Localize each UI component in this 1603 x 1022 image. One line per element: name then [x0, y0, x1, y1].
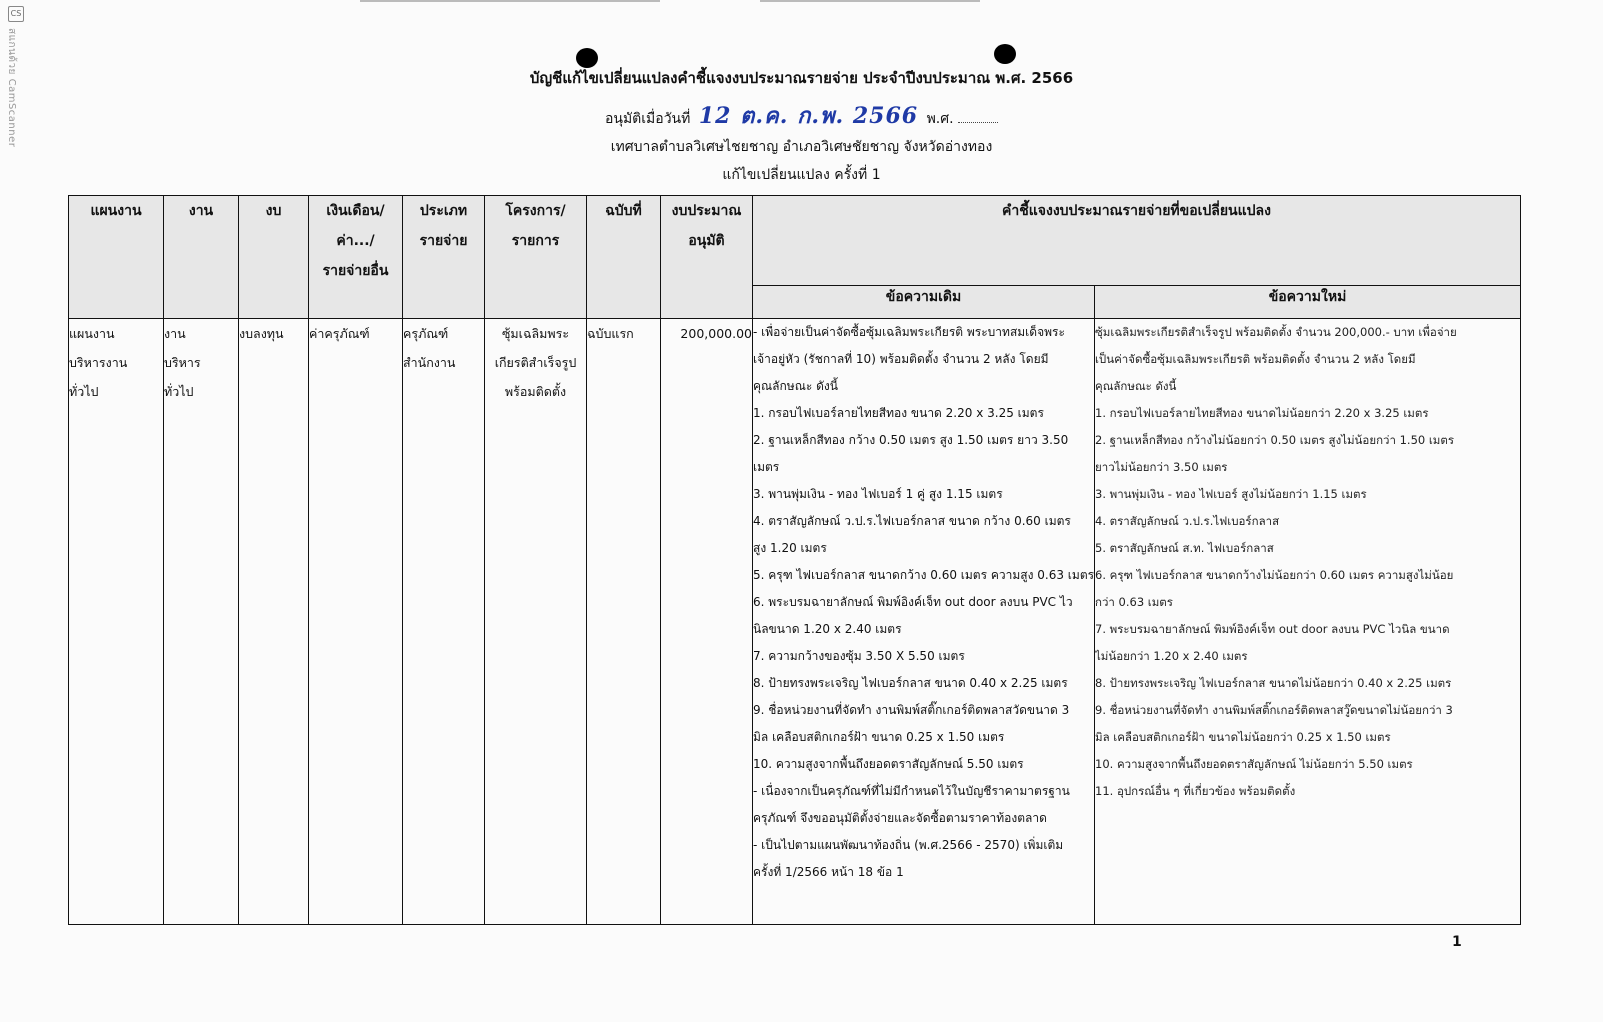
dotted-line [958, 122, 998, 123]
description-line: 1. กรอบไฟเบอร์ลายไทยสีทอง ขนาด 2.20 x 3.25 เมตร [753, 406, 1044, 420]
description-line: 5. ครุฑ ไฟเบอร์กลาส ขนาดกว้าง 0.60 เมตร ความสูง 0.63 เมตร [753, 568, 1094, 582]
description-line: - เนื่องจากเป็นครุภัณฑ์ที่ไม่มีกำหนดไว้ในบัญชีราคามาตรฐาน [753, 784, 1070, 798]
header-old-text: ข้อความเดิม [753, 286, 1095, 319]
description-line: ครุภัณฑ์ จึงขออนุมัติตั้งจ่ายและจัดซื้อตามราคาท้องตลาด [753, 811, 1047, 825]
description-line: 7. ความกว้างของซุ้ม 3.50 X 5.50 เมตร [753, 649, 965, 663]
budget-change-table [68, 195, 1521, 925]
description-line: ซุ้มเฉลิมพระเกียรติสำเร็จรูป พร้อมติดตั้ง จำนวน 200,000.- บาท เพื่อจ่าย [1095, 325, 1457, 339]
approval-line [0, 98, 1603, 133]
description-line: 10. ความสูงจากพื้นถึงยอดตราสัญลักษณ์ 5.50 เมตร [753, 757, 1024, 771]
page-number: 1 [1452, 934, 1462, 950]
description-line: 5. ตราสัญลักษณ์ ส.ท. ไฟเบอร์กลาส [1095, 541, 1274, 555]
header-expense-type: ประเภท รายจ่าย [403, 196, 485, 319]
description-line: 4. ตราสัญลักษณ์ ว.ป.ร.ไฟเบอร์กลาส [1095, 514, 1280, 528]
cell-project: ซุ้มเฉลิมพระ เกียรติสำเร็จรูป พร้อมติดตั้ง [485, 319, 587, 925]
description-line: นิลขนาด 1.20 x 2.40 เมตร [753, 622, 902, 636]
punch-hole [576, 48, 598, 68]
cell-expense-type: ครุภัณฑ์ สำนักงาน [403, 319, 485, 925]
approve-label: อนุมัติเมื่อวันที่ [604, 111, 691, 127]
description-line: สูง 1.20 เมตร [753, 541, 827, 555]
header-budget: งบ [239, 196, 309, 319]
header-work: งาน [164, 196, 239, 319]
description-line: เมตร [753, 460, 780, 474]
description-line: คุณลักษณะ ดังนี้ [1095, 379, 1177, 393]
description-line: 9. ชื่อหน่วยงานที่จัดทำ งานพิมพ์สติ๊กเกอร์ติดพลาสวู๊ดขนาดไม่น้อยกว่า 3 [1095, 703, 1453, 717]
scan-edge-mark [760, 0, 980, 2]
description-line: มิล เคลือบสติกเกอร์ฝ้า ขนาดไม่น้อยกว่า 0.25 x 1.50 เมตร [1095, 730, 1391, 744]
cell-version: ฉบับแรก [587, 319, 661, 925]
cell-work: งาน บริหาร ทั่วไป [164, 319, 239, 925]
old-text-lines [753, 319, 1094, 886]
camscanner-logo: CS [8, 6, 24, 22]
description-line: - เป็นไปตามแผนพัฒนาท้องถิ่น (พ.ศ.2566 - 2570) เพิ่มเติม [753, 838, 1064, 852]
punch-hole [994, 44, 1016, 64]
description-line: 2. ฐานเหล็กสีทอง กว้าง 0.50 เมตร สูง 1.50 เมตร ยาว 3.50 [753, 433, 1069, 447]
cell-old-text [753, 319, 1095, 925]
description-line: 3. พานพุ่มเงิน - ทอง ไฟเบอร์ สูงไม่น้อยกว่า 1.15 เมตร [1095, 487, 1367, 501]
scan-edge-mark [360, 0, 660, 2]
description-line: มิล เคลือบสติกเกอร์ฝ้า ขนาด 0.25 x 1.50 เมตร [753, 730, 1005, 744]
description-line: 7. พระบรมฉายาลักษณ์ พิมพ์อิงค์เจ็ท out door ลงบน PVC ไวนิล ขนาด [1095, 622, 1450, 636]
cell-budget: งบลงทุน [239, 319, 309, 925]
approve-suffix: พ.ศ. [926, 111, 954, 127]
header-new-text: ข้อความใหม่ [1095, 286, 1521, 319]
approve-date-handwritten: 12 ต.ค. ก.พ. 2566 [698, 103, 919, 129]
header-project: โครงการ/ รายการ [485, 196, 587, 319]
description-line: 8. ป้ายทรงพระเจริญ ไฟเบอร์กลาส ขนาด 0.40 x 2.25 เมตร [753, 676, 1068, 690]
description-line: 2. ฐานเหล็กสีทอง กว้างไม่น้อยกว่า 0.50 เมตร สูงไม่น้อยกว่า 1.50 เมตร [1095, 433, 1455, 447]
cell-plan: แผนงาน บริหารงาน ทั่วไป [69, 319, 164, 925]
organization-name: เทศบาลตำบลวิเศษไชยชาญ อำเภอวิเศษชัยชาญ จังหวัดอ่างทอง [610, 139, 993, 155]
description-line: 3. พานพุ่มเงิน - ทอง ไฟเบอร์ 1 คู่ สูง 1.15 เมตร [753, 487, 1003, 501]
description-line: 6. ครุฑ ไฟเบอร์กลาส ขนาดกว้างไม่น้อยกว่า 0.60 เมตร ความสูงไม่น้อย [1095, 568, 1454, 582]
cell-salary: ค่าครุภัณฑ์ [309, 319, 403, 925]
description-line: 1. กรอบไฟเบอร์ลายไทยสีทอง ขนาดไม่น้อยกว่า 2.20 x 3.25 เมตร [1095, 406, 1429, 420]
cell-new-text [1095, 319, 1521, 925]
description-line: ครั้งที่ 1/2566 หน้า 18 ข้อ 1 [753, 865, 904, 879]
header-salary: เงินเดือน/ ค่า.../ รายจ่ายอื่น [309, 196, 403, 319]
description-line: เจ้าอยู่หัว (รัชกาลที่ 10) พร้อมติดตั้ง จำนวน 2 หลัง โดยมี [753, 352, 1049, 366]
description-line: ไม่น้อยกว่า 1.20 x 2.40 เมตร [1095, 649, 1248, 663]
description-line: ยาวไม่น้อยกว่า 3.50 เมตร [1095, 460, 1228, 474]
description-line: คุณลักษณะ ดังนี้ [753, 379, 838, 393]
description-line: 6. พระบรมฉายาลักษณ์ พิมพ์อิงค์เจ็ท out door ลงบน PVC ไว [753, 595, 1073, 609]
camscanner-watermark: สแกนด้วย CamScanner [6, 28, 17, 148]
revision-number: แก้ไขเปลี่ยนแปลง ครั้งที่ 1 [722, 167, 881, 183]
description-line: กว่า 0.63 เมตร [1095, 595, 1173, 609]
description-line: 8. ป้ายทรงพระเจริญ ไฟเบอร์กลาส ขนาดไม่น้อยกว่า 0.40 x 2.25 เมตร [1095, 676, 1452, 690]
cell-approved-budget: 200,000.00 [661, 319, 753, 925]
new-text-lines [1095, 319, 1520, 805]
header-version: ฉบับที่ [587, 196, 661, 319]
header-plan: แผนงาน [69, 196, 164, 319]
description-line: 10. ความสูงจากพื้นถึงยอดตราสัญลักษณ์ ไม่น้อยกว่า 5.50 เมตร [1095, 757, 1413, 771]
description-line: 9. ชื่อหน่วยงานที่จัดทำ งานพิมพ์สติ๊กเกอร์ติดพลาสวัดขนาด 3 [753, 703, 1070, 717]
description-line: 4. ตราสัญลักษณ์ ว.ป.ร.ไฟเบอร์กลาส ขนาด กว้าง 0.60 เมตร [753, 514, 1071, 528]
description-line: 11. อุปกรณ์อื่น ๆ ที่เกี่ยวข้อง พร้อมติดตั้ง [1095, 784, 1296, 798]
description-line: - เพื่อจ่ายเป็นค่าจัดซื้อซุ้มเฉลิมพระเกียรติ พระบาทสมเด็จพระ [753, 325, 1065, 339]
header-approved-budget: งบประมาณ อนุมัติ [661, 196, 753, 319]
description-line: เป็นค่าจัดซื้อซุ้มเฉลิมพระเกียรติ พร้อมติดตั้ง จำนวน 2 หลัง โดยมี [1095, 352, 1416, 366]
header-explanation: คำชี้แจงงบประมาณรายจ่ายที่ขอเปลี่ยนแปลง [753, 196, 1521, 286]
document-title: บัญชีแก้ไขเปลี่ยนแปลงคำชี้แจงงบประมาณรายจ่าย ประจำปีงบประมาณ พ.ศ. 2566 [529, 69, 1074, 87]
